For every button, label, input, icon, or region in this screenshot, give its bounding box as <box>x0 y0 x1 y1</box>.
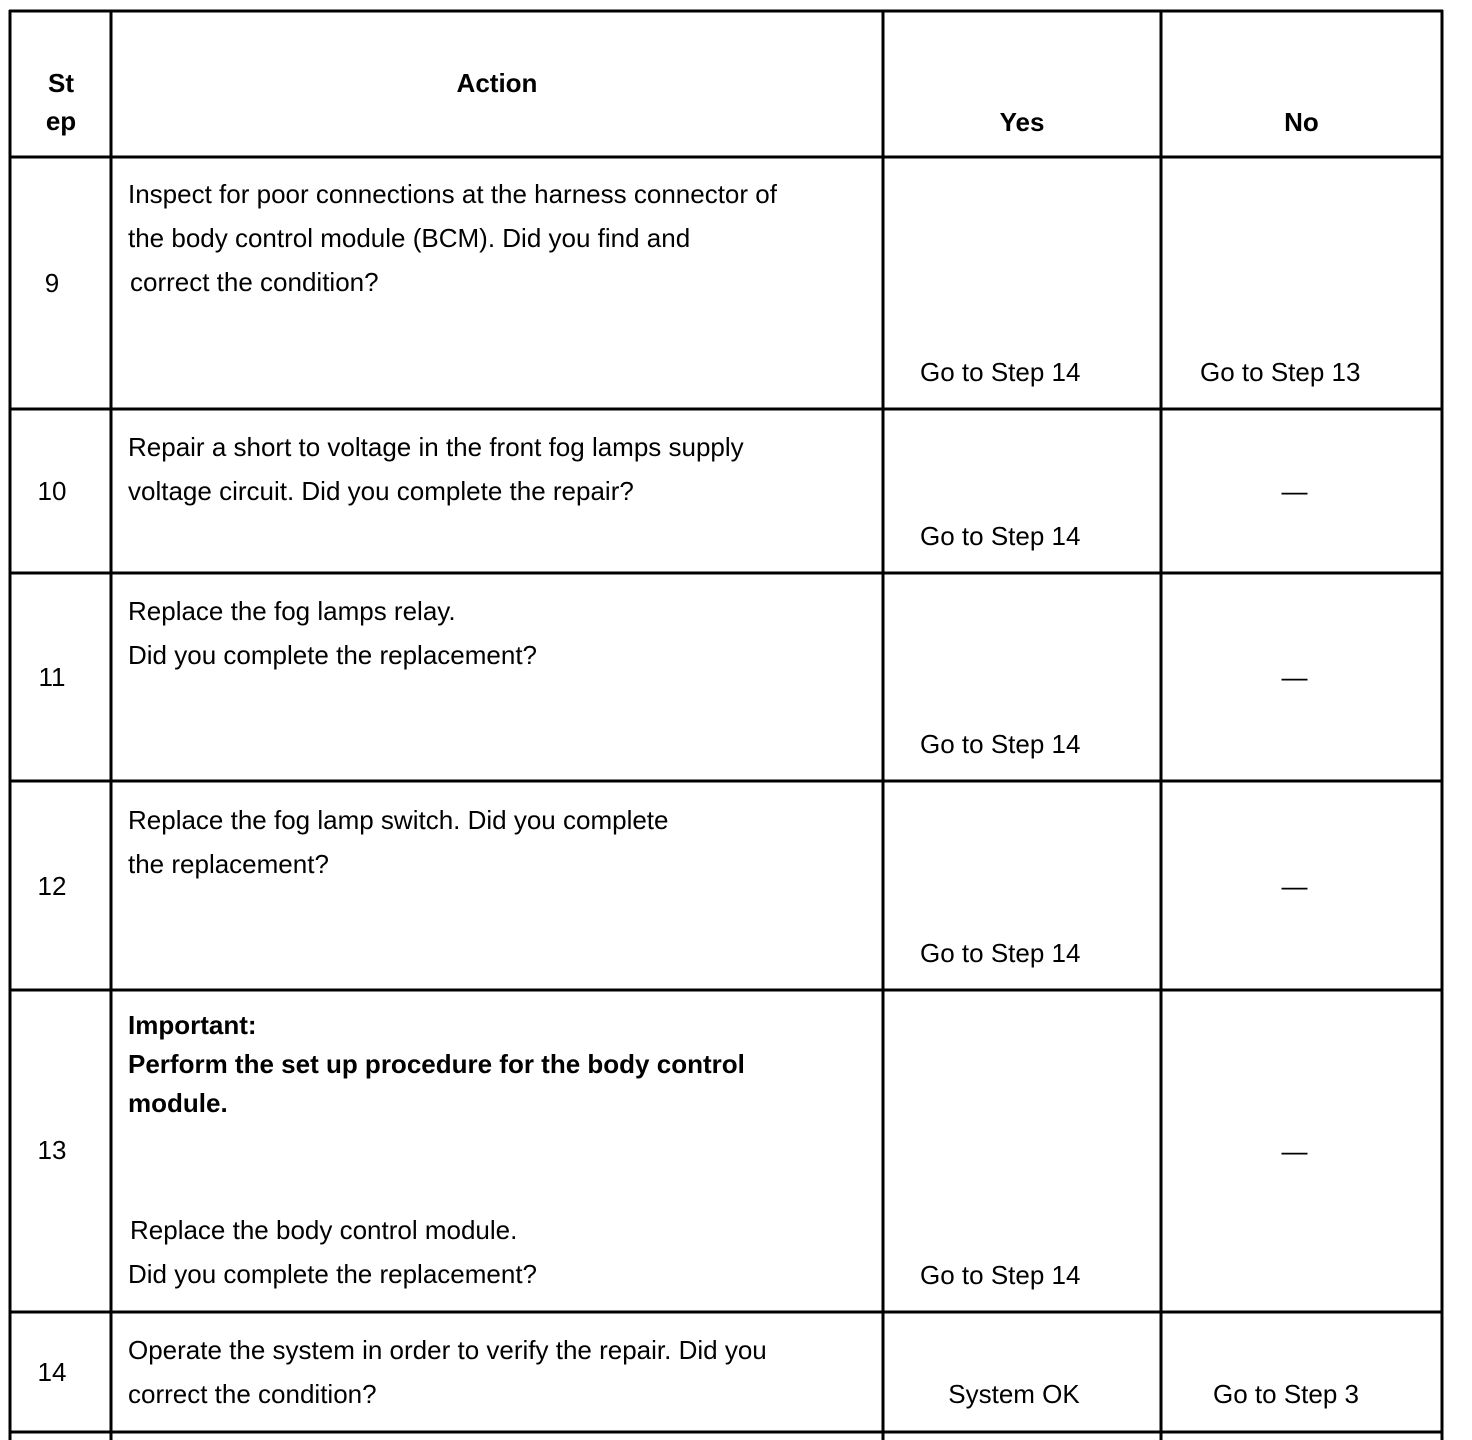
yes-12: Go to Step 14 <box>920 938 1081 968</box>
action-line: Replace the fog lamp switch. Did you complete <box>128 805 669 835</box>
action-line: the body control module (BCM). Did you find and <box>128 223 691 253</box>
step-13: 13 <box>37 1135 67 1165</box>
step-11: 11 <box>38 662 66 692</box>
action-12 <box>128 798 669 886</box>
action-line: Did you complete the replacement? <box>128 1259 538 1289</box>
yes-13: Go to Step 14 <box>920 1260 1081 1290</box>
yes-11: Go to Step 14 <box>920 729 1081 759</box>
yes-14: System OK <box>948 1379 1080 1409</box>
step-9: 9 <box>44 268 60 298</box>
header-step-line1: St <box>48 68 74 98</box>
step-14: 14 <box>37 1357 67 1387</box>
no-13: — <box>1281 1136 1308 1166</box>
no-12: — <box>1281 871 1308 901</box>
action-10 <box>128 425 744 513</box>
no-10: — <box>1281 476 1308 506</box>
action-14 <box>128 1328 767 1416</box>
action-line: correct the condition? <box>128 1379 377 1409</box>
action-line: Repair a short to voltage in the front fog lamps supply <box>128 432 744 462</box>
action-line: correct the condition? <box>130 267 379 297</box>
action-11 <box>128 589 537 677</box>
header-step <box>12 64 110 140</box>
header-action: Action <box>456 68 538 98</box>
header-step-line2: ep <box>45 106 77 136</box>
action-9 <box>128 172 777 304</box>
yes-10: Go to Step 14 <box>920 521 1081 551</box>
important-line: module. <box>128 1088 228 1118</box>
step-12: 12 <box>37 871 67 901</box>
step-10: 10 <box>37 476 67 506</box>
action-line: Inspect for poor connections at the harness connector of <box>128 179 777 209</box>
no-11: — <box>1281 662 1308 692</box>
action-line: voltage circuit. Did you complete the repair? <box>128 476 634 506</box>
action-line: the replacement? <box>128 849 329 879</box>
header-yes: Yes <box>999 107 1045 137</box>
no-9: Go to Step 13 <box>1200 357 1361 387</box>
action-line: Operate the system in order to verify the repair. Did you <box>128 1335 767 1365</box>
action-line: Replace the fog lamps relay. <box>128 596 456 626</box>
header-no: No <box>1284 107 1319 137</box>
important-line: Perform the set up procedure for the body control <box>128 1049 745 1079</box>
action-13 <box>130 1208 537 1296</box>
action-line: Replace the body control module. <box>130 1215 518 1245</box>
no-14: Go to Step 3 <box>1213 1379 1359 1409</box>
important-note <box>128 1006 745 1123</box>
important-label: Important: <box>128 1010 257 1040</box>
yes-9: Go to Step 14 <box>920 357 1081 387</box>
action-line: Did you complete the replacement? <box>128 640 538 670</box>
